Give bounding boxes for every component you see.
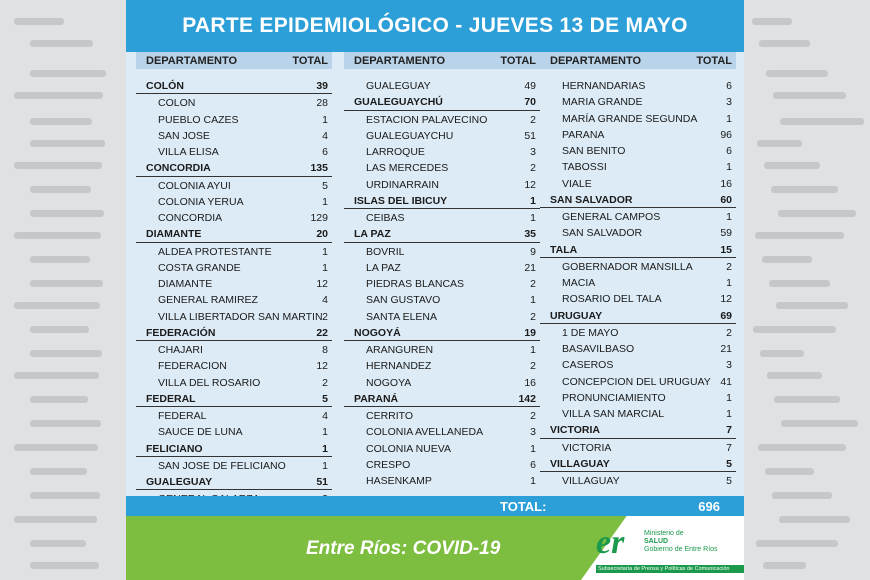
case-count: 129 (310, 212, 328, 224)
locality-name: TABOSSI (562, 161, 607, 174)
locality-name: CASEROS (562, 359, 614, 372)
background-blur-line (30, 118, 92, 125)
background-blur-line (752, 18, 792, 25)
background-blur-line (767, 372, 822, 379)
header-total: TOTAL (292, 55, 328, 67)
department-row (540, 455, 736, 472)
case-count: 2 (530, 162, 536, 175)
locality-name: LA PAZ (366, 261, 401, 274)
locality-name: VILLA ELISA (158, 146, 219, 158)
background-blur-line (14, 444, 98, 451)
locality-name: BOVRIL (366, 245, 405, 258)
case-count: 2 (726, 326, 732, 339)
locality-name: FEDERACION (158, 360, 227, 373)
case-count: 28 (316, 97, 328, 110)
case-count: 2 (726, 260, 732, 273)
locality-row (540, 373, 736, 389)
locality-row (344, 423, 540, 439)
department-row (344, 390, 540, 407)
locality-name: VILLAGUAY (562, 475, 620, 487)
locality-name: BASAVILBASO (562, 343, 635, 355)
case-count: 1 (322, 426, 328, 439)
background-blur-line (30, 396, 88, 403)
report-title: PARTE EPIDEMIOLÓGICO - JUEVES 13 DE MAYO (182, 14, 688, 37)
department-row (136, 440, 332, 457)
locality-row (344, 159, 540, 175)
department-name: VICTORIA (550, 424, 600, 437)
background-blur-line (30, 40, 93, 47)
department-row (136, 77, 332, 94)
locality-row (540, 258, 736, 274)
case-count: 41 (720, 375, 732, 388)
background-blur-line (764, 162, 820, 169)
locality-row (136, 341, 332, 357)
locality-name: VIALE (562, 177, 592, 190)
case-count: 1 (726, 391, 732, 404)
case-count: 1 (322, 261, 328, 274)
case-count: 2 (530, 310, 536, 323)
locality-name: HASENKAMP (366, 475, 432, 487)
case-count: 51 (316, 476, 328, 488)
locality-name: SAN JOSE DE FELICIANO (158, 459, 286, 472)
case-count: 20 (316, 228, 328, 241)
locality-name: LARROQUE (366, 146, 425, 158)
background-blur-line (30, 256, 90, 263)
background-blur-line (753, 326, 836, 333)
case-count: 19 (524, 326, 536, 339)
ministry-logo-text: Ministerio de SALUD Gobierno de Entre Ríos (644, 530, 718, 553)
case-count: 3 (726, 359, 732, 372)
case-count: 1 (530, 194, 536, 207)
er-logo: er (596, 524, 625, 561)
case-count: 5 (322, 392, 328, 405)
background-blur-line (30, 280, 103, 287)
header-departamento: DEPARTAMENTO (550, 55, 642, 67)
locality-name: PRONUNCIAMIENTO (562, 391, 666, 404)
department-name: FEDERAL (146, 392, 196, 405)
background-blur-line (30, 140, 105, 147)
background-blur-line (766, 70, 828, 77)
department-name: LA PAZ (354, 228, 391, 241)
case-count: 12 (316, 360, 328, 373)
report-card (126, 0, 744, 580)
department-name: GUALEGUAY (146, 476, 213, 488)
department-name: URUGUAY (550, 309, 603, 322)
header-total: TOTAL (500, 55, 536, 67)
case-count: 6 (726, 80, 732, 92)
locality-name: SAN SALVADOR (562, 227, 643, 240)
case-count: 3 (530, 426, 536, 439)
total-value: 696 (698, 499, 720, 514)
locality-row (344, 143, 540, 159)
case-count: 1 (530, 442, 536, 455)
locality-name: CEIBAS (366, 212, 405, 224)
header-departamento: DEPARTAMENTO (354, 55, 446, 67)
background-blur-line (30, 326, 89, 333)
locality-name: URDINARRAIN (366, 178, 439, 191)
locality-row (136, 243, 332, 259)
background-blur-line (763, 562, 806, 569)
locality-row (136, 423, 332, 439)
case-count: 7 (726, 424, 732, 437)
locality-row (136, 374, 332, 390)
case-count: 2 (322, 310, 328, 323)
locality-row (540, 110, 736, 126)
department-row (344, 324, 540, 341)
locality-row (540, 208, 736, 224)
background-blur-line (14, 516, 97, 523)
background-blur-line (14, 18, 64, 25)
locality-name: HERNANDEZ (366, 360, 432, 373)
locality-name: HERNANDARIAS (562, 80, 646, 92)
department-name: SAN SALVADOR (550, 193, 633, 206)
background-blur-line (30, 70, 106, 77)
background-blur-line (14, 302, 100, 309)
locality-row (344, 127, 540, 143)
title-bar (126, 0, 744, 52)
department-name: COLÓN (146, 80, 184, 92)
locality-name: COLONIA AVELLANEDA (366, 426, 484, 439)
department-row (344, 93, 540, 110)
background-blur-line (778, 210, 856, 217)
case-count: 2 (322, 376, 328, 389)
locality-row (540, 274, 736, 290)
locality-row (136, 209, 332, 225)
case-count: 135 (310, 162, 328, 175)
locality-row (136, 308, 332, 324)
case-count: 12 (316, 278, 328, 290)
background-blur-line (756, 540, 838, 547)
case-count: 1 (530, 344, 536, 356)
department-row (136, 324, 332, 341)
background-blur-line (30, 210, 104, 217)
department-name: VILLAGUAY (550, 457, 610, 470)
locality-name: SAN BENITO (562, 145, 626, 157)
case-count: 1 (322, 442, 328, 455)
case-count: 3 (726, 96, 732, 109)
locality-row (540, 224, 736, 240)
case-count: 16 (720, 177, 732, 190)
department-row (136, 390, 332, 407)
locality-name: SAUCE DE LUNA (158, 426, 243, 439)
locality-row (136, 111, 332, 127)
locality-name: ARANGUREN (366, 344, 434, 356)
locality-name: NOGOYA (366, 376, 412, 389)
locality-name: CRESPO (366, 458, 411, 471)
case-count: 70 (524, 96, 536, 109)
case-count: 1 (726, 408, 732, 420)
locality-row (136, 177, 332, 193)
case-count: 1 (322, 245, 328, 258)
case-count: 2 (530, 278, 536, 290)
locality-name: MARIA GRANDE (562, 96, 643, 109)
header-departamento: DEPARTAMENTO (146, 55, 238, 67)
case-count: 8 (322, 344, 328, 356)
locality-name: CERRITO (366, 410, 414, 422)
locality-row (136, 259, 332, 275)
department-row (136, 159, 332, 176)
locality-name: COLONIA AYUI (158, 179, 231, 192)
locality-name: GENERAL CAMPOS (562, 211, 661, 223)
department-name: FEDERACIÓN (146, 326, 216, 339)
case-count: 6 (322, 146, 328, 158)
locality-name: ROSARIO DEL TALA (562, 293, 662, 306)
locality-row (540, 439, 736, 455)
background-blur-line (14, 372, 99, 379)
table-column-2 (344, 52, 540, 488)
footer-text: Entre Ríos: COVID-19 (306, 538, 501, 559)
background-blur-line (781, 420, 858, 427)
background-blur-line (755, 232, 844, 239)
table-column-1 (136, 52, 332, 507)
background-blur-line (14, 92, 103, 99)
column-header (136, 52, 332, 69)
case-count: 5 (322, 179, 328, 192)
locality-row (136, 193, 332, 209)
locality-name: SAN JOSE (158, 129, 210, 142)
case-count: 1 (322, 113, 328, 126)
locality-name: VILLA DEL ROSARIO (158, 376, 261, 389)
locality-row (540, 472, 736, 488)
table-column-3 (540, 52, 736, 488)
department-name: CONCORDIA (146, 162, 211, 175)
case-count: 9 (530, 245, 536, 258)
locality-name: DIAMANTE (158, 278, 213, 290)
background-blur-line (772, 492, 832, 499)
locality-name: PIEDRAS BLANCAS (366, 278, 465, 290)
background-blur-line (760, 350, 804, 357)
case-count: 4 (322, 410, 328, 422)
background-blur-line (769, 280, 830, 287)
background-blur-line (759, 40, 810, 47)
locality-row (344, 209, 540, 225)
case-count: 7 (726, 441, 732, 454)
case-count: 142 (518, 392, 536, 405)
case-count: 1 (726, 211, 732, 223)
locality-name: VILLA SAN MARCIAL (562, 408, 665, 420)
locality-name: 1 DE MAYO (562, 326, 619, 339)
locality-row (136, 127, 332, 143)
background-blur-line (30, 540, 86, 547)
locality-row (540, 324, 736, 340)
case-count: 22 (316, 326, 328, 339)
locality-row (344, 176, 540, 192)
locality-row (344, 243, 540, 259)
press-office-label: Subsecretaría de Prensa y Políticas de Comunicación (596, 565, 744, 573)
locality-row (136, 291, 332, 307)
locality-name: LAS MERCEDES (366, 162, 449, 175)
locality-name: GUALEGUAYCHU (366, 129, 454, 142)
case-count: 2 (530, 410, 536, 422)
cases-table (126, 52, 744, 496)
locality-row (344, 111, 540, 127)
case-count: 59 (720, 227, 732, 240)
background-blur-line (30, 492, 100, 499)
locality-row (344, 357, 540, 373)
column-header (344, 52, 540, 69)
case-count: 15 (720, 243, 732, 256)
locality-row (540, 126, 736, 142)
locality-name: CONCEPCION DEL URUGUAY (562, 375, 711, 388)
case-count: 1 (726, 277, 732, 289)
background-blur-line (14, 162, 102, 169)
department-row (136, 473, 332, 490)
case-count: 51 (524, 129, 536, 142)
header-total: TOTAL (696, 55, 732, 67)
background-blur-line (773, 92, 846, 99)
locality-name: SAN GUSTAVO (366, 294, 441, 307)
locality-name: COSTA GRANDE (158, 261, 241, 274)
locality-row (540, 340, 736, 356)
locality-name: GENERAL RAMIREZ (158, 294, 258, 307)
locality-row (540, 389, 736, 405)
locality-row (540, 405, 736, 421)
case-count: 60 (720, 193, 732, 206)
locality-name: COLONIA YERUA (158, 195, 244, 208)
locality-row (540, 158, 736, 174)
locality-row (344, 341, 540, 357)
locality-row (344, 472, 540, 488)
locality-row (344, 456, 540, 472)
department-name: PARANÁ (354, 392, 399, 405)
locality-row (136, 357, 332, 373)
case-count: 35 (524, 228, 536, 241)
department-name: TALA (550, 243, 578, 256)
case-count: 1 (726, 161, 732, 174)
total-label: TOTAL: (500, 499, 547, 514)
department-name: DIAMANTE (146, 228, 202, 241)
department-row (540, 421, 736, 438)
case-count: 5 (726, 475, 732, 487)
case-count: 12 (720, 293, 732, 306)
locality-name: COLON (158, 97, 196, 110)
department-name: FELICIANO (146, 442, 203, 455)
locality-row (540, 290, 736, 306)
case-count: 6 (530, 458, 536, 471)
total-bar (126, 496, 744, 516)
locality-name: COLONIA NUEVA (366, 442, 451, 455)
locality-row (136, 407, 332, 423)
case-count: 96 (720, 128, 732, 141)
locality-row (540, 77, 736, 93)
case-count: 21 (720, 343, 732, 355)
department-row (540, 191, 736, 208)
locality-name: FEDERAL (158, 410, 207, 422)
case-count: 3 (530, 146, 536, 158)
column-header (540, 52, 736, 69)
case-count: 6 (726, 145, 732, 157)
case-count: 1 (530, 212, 536, 224)
locality-name: MARÍA GRANDE SEGUNDA (562, 112, 698, 125)
locality-row (344, 259, 540, 275)
case-count: 1 (322, 195, 328, 208)
case-count: 2 (530, 360, 536, 373)
locality-row (344, 275, 540, 291)
locality-row (540, 93, 736, 109)
background-blur-line (758, 444, 846, 451)
department-name: GUALEGUAYCHÚ (354, 96, 443, 109)
background-blur-line (30, 420, 101, 427)
locality-name: GUALEGUAY (366, 80, 431, 92)
locality-row (136, 275, 332, 291)
locality-row (540, 142, 736, 158)
background-blur-line (780, 118, 864, 125)
background-blur-line (14, 232, 101, 239)
case-count: 1 (530, 475, 536, 487)
locality-name: PARANA (562, 128, 605, 141)
locality-name: MACIA (562, 277, 596, 289)
background-blur-line (779, 516, 850, 523)
department-row (136, 225, 332, 242)
locality-name: CHAJARI (158, 344, 203, 356)
case-count: 1 (530, 294, 536, 307)
department-name: NOGOYÁ (354, 326, 401, 339)
locality-row (344, 440, 540, 456)
locality-row (540, 356, 736, 372)
locality-name: CONCORDIA (158, 212, 223, 224)
case-count: 21 (524, 261, 536, 274)
locality-row (344, 308, 540, 324)
locality-row (344, 77, 540, 93)
case-count: 1 (322, 459, 328, 472)
locality-name: VILLA LIBERTADOR SAN MARTIN (158, 310, 323, 323)
department-row (344, 192, 540, 209)
background-blur-line (765, 468, 814, 475)
case-count: 16 (524, 376, 536, 389)
locality-name: SANTA ELENA (366, 310, 437, 323)
case-count: 69 (720, 309, 732, 322)
locality-name: PUEBLO CAZES (158, 113, 239, 126)
locality-row (344, 407, 540, 423)
background-blur-line (757, 140, 802, 147)
department-row (540, 307, 736, 324)
case-count: 12 (524, 178, 536, 191)
locality-row (136, 457, 332, 473)
case-count: 4 (322, 294, 328, 307)
background-blur-line (776, 302, 848, 309)
background-blur-line (30, 562, 99, 569)
locality-row (344, 291, 540, 307)
background-blur-line (771, 186, 838, 193)
case-count: 4 (322, 129, 328, 142)
locality-name: ALDEA PROTESTANTE (158, 245, 272, 258)
locality-row (540, 175, 736, 191)
locality-name: ESTACION PALAVECINO (366, 113, 488, 126)
department-row (344, 225, 540, 242)
case-count: 5 (726, 457, 732, 470)
case-count: 2 (530, 113, 536, 126)
background-blur-line (774, 396, 840, 403)
case-count: 49 (524, 80, 536, 92)
locality-row (136, 94, 332, 110)
locality-name: GOBERNADOR MANSILLA (562, 260, 693, 273)
department-name: ISLAS DEL IBICUY (354, 194, 448, 207)
locality-name: VICTORIA (562, 441, 612, 454)
department-row (540, 241, 736, 258)
locality-row (136, 143, 332, 159)
background-blur-line (30, 468, 87, 475)
locality-row (344, 374, 540, 390)
background-blur-line (762, 256, 812, 263)
case-count: 39 (316, 80, 328, 92)
background-blur-line (30, 350, 102, 357)
case-count: 1 (726, 112, 732, 125)
background-blur-line (30, 186, 91, 193)
